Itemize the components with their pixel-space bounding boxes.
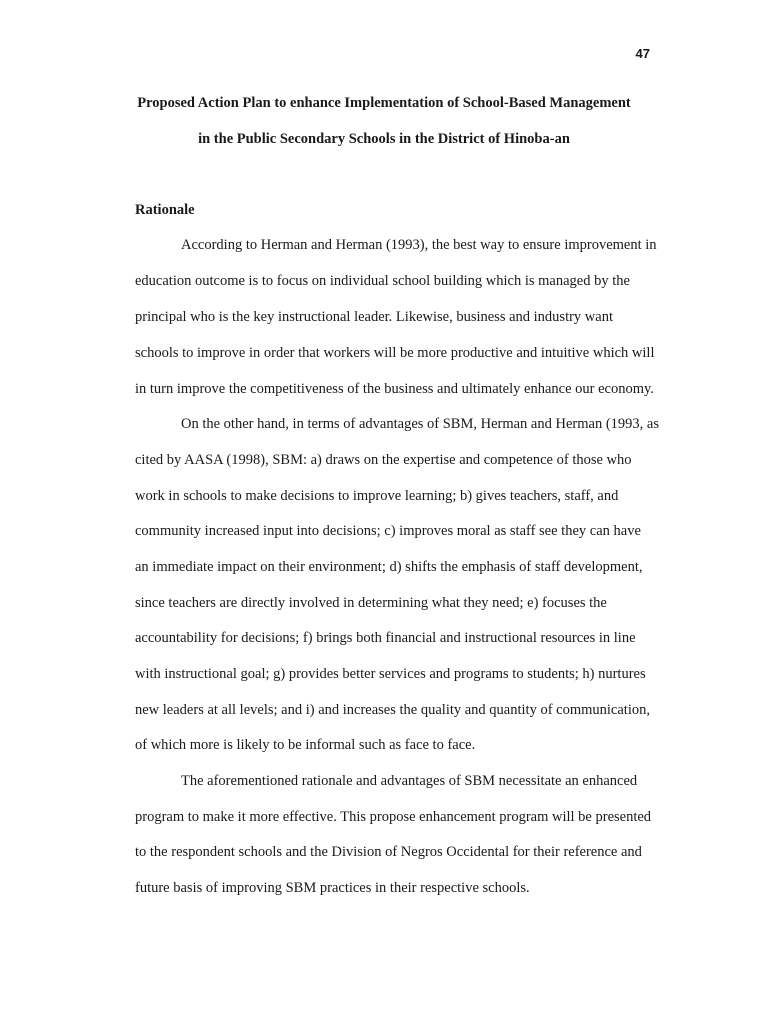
paragraph-line: since teachers are directly involved in determining what they need; e) focuses the: [135, 595, 607, 611]
paragraph-line: accountability for decisions; f) brings both financial and instructional resources in line: [135, 630, 636, 646]
paragraph-line: in turn improve the competitiveness of the business and ultimately enhance our economy.: [135, 381, 654, 397]
paragraph-line: with instructional goal; g) provides better services and programs to students; h) nurtures: [135, 666, 646, 682]
title-line-1: Proposed Action Plan to enhance Implementation of School-Based Management: [137, 95, 631, 111]
paragraph-line: to the respondent schools and the Division of Negros Occidental for their reference and: [135, 844, 642, 860]
paragraph-line: future basis of improving SBM practices in their respective schools.: [135, 880, 530, 896]
paragraph-line: work in schools to make decisions to improve learning; b) gives teachers, staff, and: [135, 488, 619, 504]
paragraph-line: principal who is the key instructional leader. Likewise, business and industry want: [135, 309, 613, 325]
section-heading: Rationale: [135, 202, 195, 218]
paragraph-line: cited by AASA (1998), SBM: a) draws on the expertise and competence of those who: [135, 452, 632, 468]
paragraph-line: new leaders at all levels; and i) and increases the quality and quantity of communication,: [135, 702, 650, 718]
paragraph-line: According to Herman and Herman (1993), the best way to ensure improvement in: [181, 237, 657, 253]
paragraph-line: On the other hand, in terms of advantages of SBM, Herman and Herman (1993, as: [181, 416, 659, 432]
paragraph-line: of which more is likely to be informal such as face to face.: [135, 737, 476, 753]
page-number: 47: [635, 46, 650, 61]
paragraph-line: an immediate impact on their environment; d) shifts the emphasis of staff development,: [135, 559, 643, 575]
title-line-2: in the Public Secondary Schools in the District of Hinoba-an: [198, 131, 570, 147]
paragraph-line: community increased input into decisions; c) improves moral as staff see they can have: [135, 523, 641, 539]
paragraph-line: The aforementioned rationale and advantages of SBM necessitate an enhanced: [181, 773, 638, 789]
paragraph-line: education outcome is to focus on individual school building which is managed by the: [135, 273, 630, 289]
paragraph-line: schools to improve in order that workers will be more productive and intuitive which will: [135, 345, 655, 361]
paragraph-line: program to make it more effective. This propose enhancement program will be presented: [135, 809, 652, 825]
